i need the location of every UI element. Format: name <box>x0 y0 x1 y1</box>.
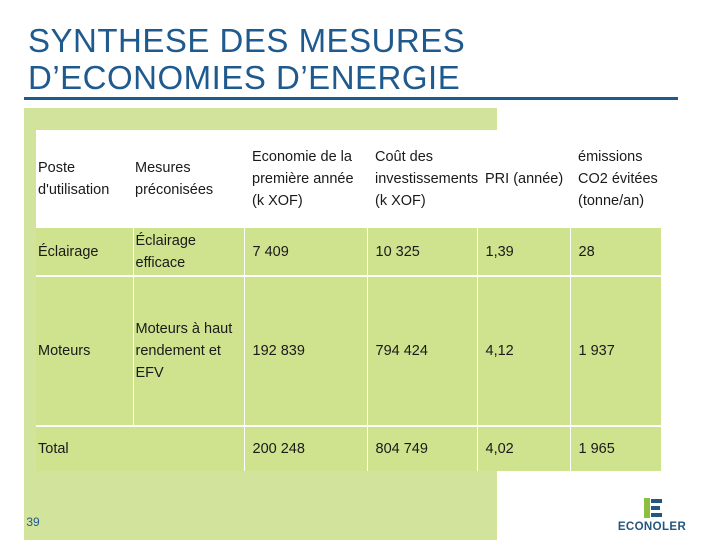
cell-economie: 7 409 <box>244 228 367 276</box>
header-poste: Poste d'utilisation <box>36 130 133 228</box>
logo-text: ECONOLER <box>617 521 687 533</box>
econoler-logo <box>612 498 692 538</box>
slide-title-line-2: D’ECONOMIES D’ENERGIE <box>28 59 461 96</box>
cell-pri: 1,39 <box>477 228 570 276</box>
cell-pri: 4,12 <box>477 276 570 426</box>
measures-table <box>36 130 661 471</box>
cell-cout: 10 325 <box>367 228 477 276</box>
cell-cout: 804 749 <box>367 426 477 471</box>
header-cout: Coût des investissements (k XOF) <box>367 130 477 228</box>
table-row <box>36 276 661 426</box>
cell-mesure: Éclairage efficace <box>133 228 244 276</box>
table-row <box>36 426 661 471</box>
header-mesures: Mesures préconisées <box>133 130 244 228</box>
cell-pri: 4,02 <box>477 426 570 471</box>
cell-economie: 192 839 <box>244 276 367 426</box>
cell-emissions: 1 937 <box>570 276 661 426</box>
title-underline <box>24 97 678 100</box>
table-row <box>36 228 661 276</box>
cell-cout: 794 424 <box>367 276 477 426</box>
cell-emissions: 1 965 <box>570 426 661 471</box>
logo-mark-icon <box>644 498 662 518</box>
cell-mesure <box>133 426 244 471</box>
slide-title <box>28 22 465 96</box>
cell-poste: Moteurs <box>36 276 133 426</box>
cell-emissions: 28 <box>570 228 661 276</box>
header-economie: Economie de la première année (k XOF) <box>244 130 367 228</box>
header-emissions: émissions CO2 évitées (tonne/an) <box>570 130 661 228</box>
page-number: 39 <box>26 515 40 529</box>
cell-poste: Éclairage <box>36 228 133 276</box>
header-pri: PRI (année) <box>477 130 570 228</box>
cell-poste: Total <box>36 426 133 471</box>
cell-mesure: Moteurs à haut rendement et EFV <box>133 276 244 426</box>
slide-title-line-1: SYNTHESE DES MESURES <box>28 22 466 59</box>
cell-economie: 200 248 <box>244 426 367 471</box>
table-header-row <box>36 130 661 228</box>
